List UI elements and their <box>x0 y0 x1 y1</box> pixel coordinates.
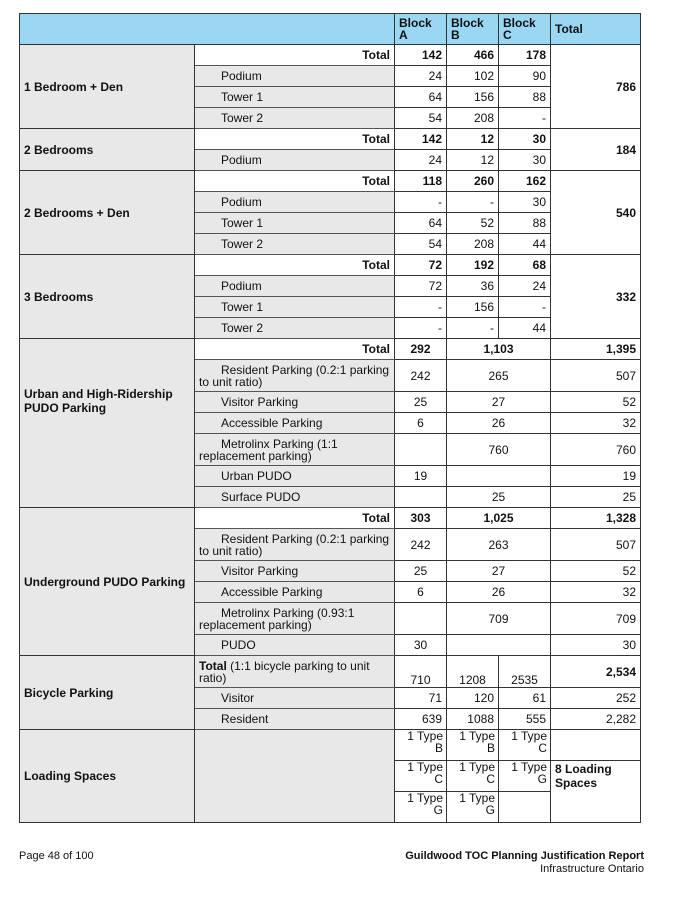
row-label <box>195 603 395 635</box>
row-label-line1: Metrolinx Parking (1:1 <box>221 436 338 451</box>
cell-value: 30 <box>499 150 551 171</box>
cell-value: 12 <box>447 129 499 150</box>
cell-value: 25 <box>395 561 447 582</box>
loading-cell: 1 Type C <box>499 730 551 761</box>
table-row <box>20 255 641 276</box>
row-total: 52 <box>551 561 641 582</box>
cell-value <box>395 603 447 635</box>
row-label-line2: replacement parking) <box>199 448 312 463</box>
cell-value: - <box>447 192 499 213</box>
row-total: 1,395 <box>551 339 641 360</box>
row-total: 19 <box>551 466 641 487</box>
cell-value: 142 <box>395 45 447 66</box>
cell-value: 52 <box>447 213 499 234</box>
cell-value: 303 <box>395 508 447 529</box>
row-total: 25 <box>551 487 641 508</box>
header-block-b: Block B <box>447 14 499 45</box>
cell-value: 88 <box>499 87 551 108</box>
row-total: 1,328 <box>551 508 641 529</box>
cell-value: - <box>395 192 447 213</box>
cell-value: 72 <box>395 255 447 276</box>
cell-value: 54 <box>395 108 447 129</box>
cell-value: 2535 <box>499 656 551 688</box>
row-label-line2: to unit ratio) <box>199 374 263 389</box>
cell-value: 25 <box>395 392 447 413</box>
row-label: Resident <box>195 709 395 730</box>
category-total: 332 <box>551 255 641 339</box>
cell-value: 265 <box>447 360 551 392</box>
cell-value <box>447 466 551 487</box>
cell-value: 156 <box>447 87 499 108</box>
row-label-line2: to unit ratio) <box>199 543 263 558</box>
row-label: Total <box>195 255 395 276</box>
cell-value: 639 <box>395 709 447 730</box>
row-label <box>195 434 395 466</box>
table-row <box>20 171 641 192</box>
cell-value: 1,025 <box>447 508 551 529</box>
row-total: 760 <box>551 434 641 466</box>
header-total: Total <box>551 14 641 45</box>
row-label: Total <box>195 508 395 529</box>
row-label: Podium <box>195 150 395 171</box>
row-label: Total <box>195 171 395 192</box>
cell-value: 208 <box>447 234 499 255</box>
cell-value: 26 <box>447 582 551 603</box>
cell-value: 36 <box>447 276 499 297</box>
row-total: 507 <box>551 529 641 561</box>
row-label: Visitor Parking <box>195 392 395 413</box>
loading-cell: 1 Type C <box>447 761 499 792</box>
row-total: 32 <box>551 413 641 434</box>
row-label: Tower 1 <box>195 213 395 234</box>
cell-value <box>395 487 447 508</box>
cell-value: 12 <box>447 150 499 171</box>
cell-value: 30 <box>395 635 447 656</box>
row-label: Podium <box>195 192 395 213</box>
row-label-bold: Total <box>199 658 227 673</box>
row-label: Visitor <box>195 688 395 709</box>
header-row <box>20 14 641 45</box>
cell-value: 44 <box>499 234 551 255</box>
cell-value: 292 <box>395 339 447 360</box>
row-label: Tower 1 <box>195 297 395 318</box>
cell-value: 30 <box>499 129 551 150</box>
category-total: 786 <box>551 45 641 129</box>
row-label: Visitor Parking <box>195 561 395 582</box>
loading-cell: 1 Type G <box>395 792 447 823</box>
cell-value: 24 <box>395 150 447 171</box>
row-label: Urban PUDO <box>195 466 395 487</box>
cell-value: 27 <box>447 392 551 413</box>
cell-value: 72 <box>395 276 447 297</box>
loading-cell: 1 Type C <box>395 761 447 792</box>
table-row <box>20 339 641 360</box>
cell-value: 61 <box>499 688 551 709</box>
row-label: Total <box>195 339 395 360</box>
row-total: 32 <box>551 582 641 603</box>
report-footer <box>405 850 644 876</box>
cell-value: 30 <box>499 192 551 213</box>
cell-value: - <box>447 318 499 339</box>
row-label: Accessible Parking <box>195 582 395 603</box>
cell-value: 208 <box>447 108 499 129</box>
cell-value: 44 <box>499 318 551 339</box>
row-total: 30 <box>551 635 641 656</box>
row-label-line1: Resident Parking (0.2:1 parking <box>221 531 390 546</box>
row-label <box>195 360 395 392</box>
cell-value: 178 <box>499 45 551 66</box>
cell-value: 120 <box>447 688 499 709</box>
table-row <box>20 730 641 761</box>
row-total: 2,282 <box>551 709 641 730</box>
category-total: 540 <box>551 171 641 255</box>
cell-value: 709 <box>447 603 551 635</box>
row-total: 252 <box>551 688 641 709</box>
row-label: Tower 2 <box>195 318 395 339</box>
row-label: Podium <box>195 276 395 297</box>
table-row <box>20 129 641 150</box>
category-3-bedrooms: 3 Bedrooms <box>20 255 195 339</box>
loading-cell: 1 Type G <box>447 792 499 823</box>
cell-value: 71 <box>395 688 447 709</box>
row-label: Total <box>195 45 395 66</box>
cell-value: 64 <box>395 87 447 108</box>
cell-value: 1,103 <box>447 339 551 360</box>
cell-value: 6 <box>395 413 447 434</box>
row-label: Tower 2 <box>195 108 395 129</box>
row-label-line1: Metrolinx Parking (0.93:1 <box>221 605 355 620</box>
row-total: 2,534 <box>551 656 641 688</box>
category-urban-parking: Urban and High-Ridership PUDO Parking <box>20 339 195 508</box>
row-label: Podium <box>195 66 395 87</box>
cell-value: 156 <box>447 297 499 318</box>
row-label-line2: replacement parking) <box>199 617 312 632</box>
header-block-c: Block C <box>499 14 551 45</box>
cell-value: 90 <box>499 66 551 87</box>
loading-total: 8 Loading Spaces <box>551 761 641 823</box>
row-label <box>195 656 395 688</box>
cell-value: 25 <box>447 487 551 508</box>
cell-value: 142 <box>395 129 447 150</box>
category-bicycle-parking: Bicycle Parking <box>20 656 195 730</box>
cell-value: 26 <box>447 413 551 434</box>
cell-value: 466 <box>447 45 499 66</box>
table-row <box>20 45 641 66</box>
cell-value: 6 <box>395 582 447 603</box>
row-label: Tower 2 <box>195 234 395 255</box>
cell-value: 242 <box>395 360 447 392</box>
loading-blank-total <box>551 730 641 761</box>
row-total: 507 <box>551 360 641 392</box>
organization: Infrastructure Ontario <box>540 863 644 875</box>
header-block-a: Block A <box>395 14 447 45</box>
cell-value <box>395 434 447 466</box>
category-underground-parking: Underground PUDO Parking <box>20 508 195 656</box>
row-label: Total <box>195 129 395 150</box>
row-label-line1: Resident Parking (0.2:1 parking <box>221 362 390 377</box>
loading-cell: 1 Type B <box>395 730 447 761</box>
cell-value: 64 <box>395 213 447 234</box>
cell-value: 260 <box>447 171 499 192</box>
cell-value: - <box>499 297 551 318</box>
cell-value: 710 <box>395 656 447 688</box>
cell-value: 24 <box>499 276 551 297</box>
cell-value: - <box>499 108 551 129</box>
row-total: 709 <box>551 603 641 635</box>
unit-and-parking-table <box>19 13 641 823</box>
cell-value: 68 <box>499 255 551 276</box>
table-row <box>20 656 641 688</box>
cell-value: 19 <box>395 466 447 487</box>
report-title: Guildwood TOC Planning Justification Report <box>405 850 644 862</box>
header-blank <box>20 14 395 45</box>
cell-value: 24 <box>395 66 447 87</box>
row-label <box>195 529 395 561</box>
category-1-bedroom-den: 1 Bedroom + Den <box>20 45 195 129</box>
cell-value: 162 <box>499 171 551 192</box>
loading-blank <box>195 730 395 823</box>
cell-value <box>447 635 551 656</box>
cell-value: 760 <box>447 434 551 466</box>
cell-value: 192 <box>447 255 499 276</box>
row-label-rest: (1:1 bicycle parking to unit ratio) <box>199 658 370 685</box>
category-total: 184 <box>551 129 641 171</box>
cell-value: 54 <box>395 234 447 255</box>
category-loading-spaces: Loading Spaces <box>20 730 195 823</box>
cell-value: 118 <box>395 171 447 192</box>
cell-value: 88 <box>499 213 551 234</box>
loading-cell: 1 Type B <box>447 730 499 761</box>
cell-value: 1088 <box>447 709 499 730</box>
table-row <box>20 508 641 529</box>
loading-cell: 1 Type G <box>499 761 551 792</box>
cell-value: 27 <box>447 561 551 582</box>
loading-cell-empty <box>499 792 551 823</box>
cell-value: 263 <box>447 529 551 561</box>
cell-value: 102 <box>447 66 499 87</box>
row-label: Tower 1 <box>195 87 395 108</box>
row-label: PUDO <box>195 635 395 656</box>
row-label: Accessible Parking <box>195 413 395 434</box>
category-2-bedrooms-den: 2 Bedrooms + Den <box>20 171 195 255</box>
cell-value: 1208 <box>447 656 499 688</box>
row-label: Surface PUDO <box>195 487 395 508</box>
category-2-bedrooms: 2 Bedrooms <box>20 129 195 171</box>
page-number: Page 48 of 100 <box>19 850 94 862</box>
cell-value: 555 <box>499 709 551 730</box>
cell-value: - <box>395 318 447 339</box>
row-total: 52 <box>551 392 641 413</box>
cell-value: 242 <box>395 529 447 561</box>
cell-value: - <box>395 297 447 318</box>
